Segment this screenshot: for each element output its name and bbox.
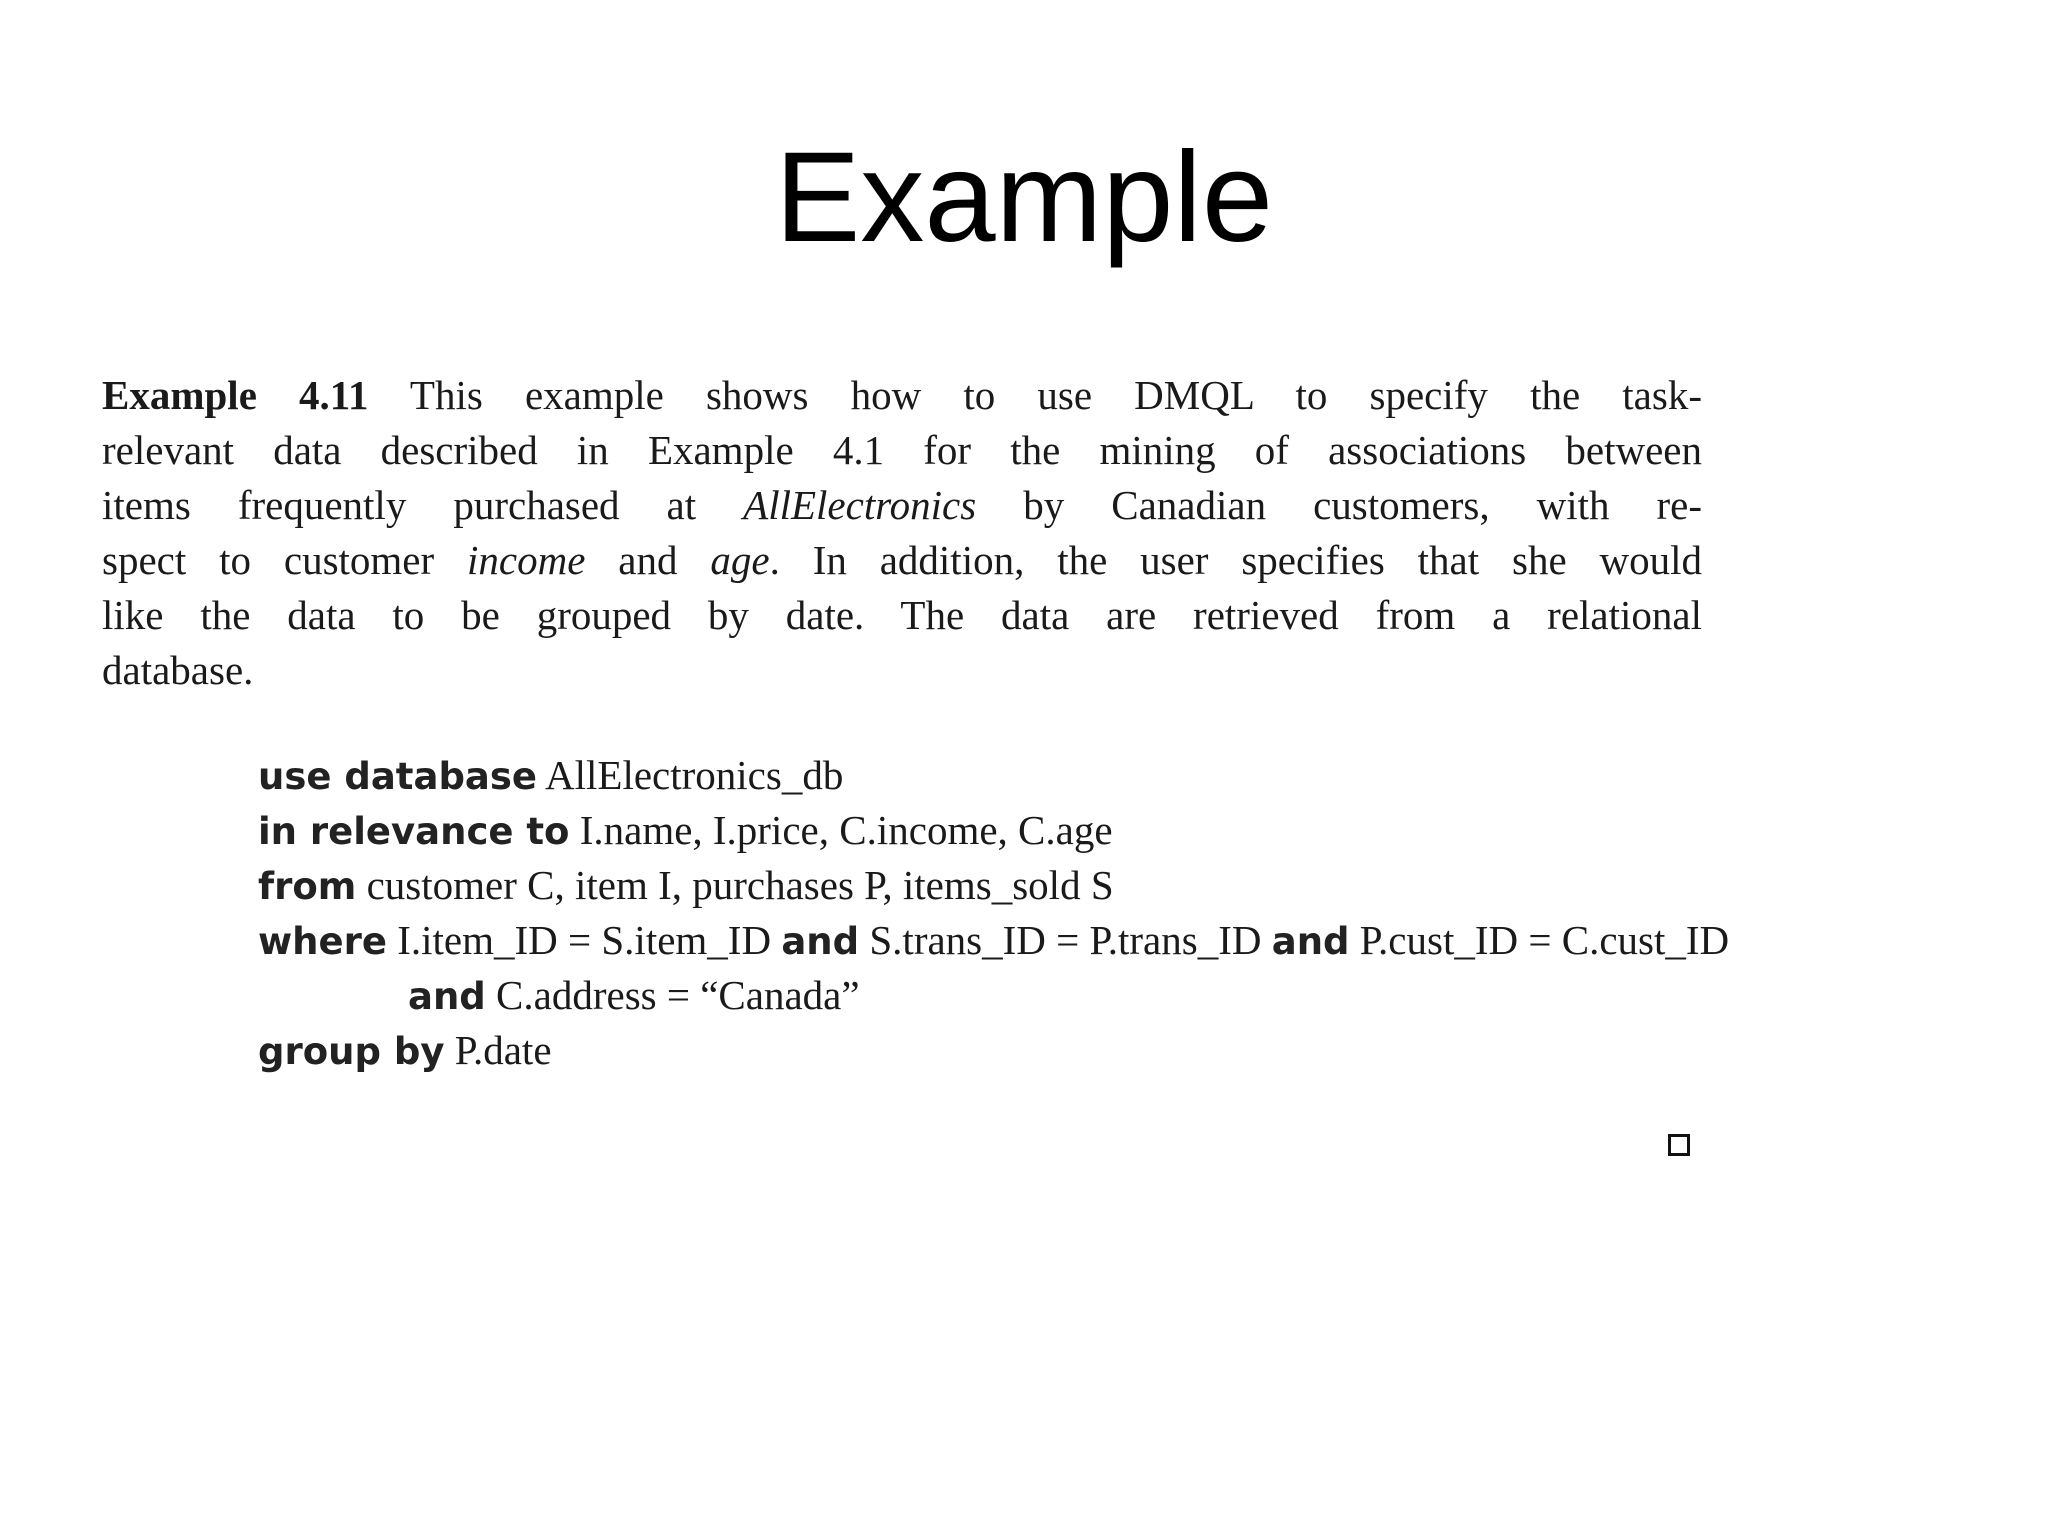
query-text: I.item_ID = S.item_ID [386,917,782,963]
company-name-italic: AllElectronics [743,482,977,528]
paragraph-text: . In addition, the user specifies that she would [769,537,1703,583]
slide-title: Example [775,126,1273,269]
end-of-example-square-icon [1668,1134,1690,1156]
paragraph-text: and [585,537,711,583]
query-keyword: from [258,865,357,908]
dmql-query [258,748,1729,1078]
query-keyword: group by [258,1030,445,1073]
query-text: customer C, item I, purchases P, items_sold S [356,862,1114,908]
query-text: AllElectronics_db [537,752,844,798]
query-line [258,748,1729,803]
query-line [258,858,1729,913]
paragraph-text: by Canadian customers, with re- [976,482,1702,528]
query-text: I.name, I.price, C.income, C.age [569,807,1113,853]
paragraph-text: relevant data described in Example 4.1 for the mining of associations between [102,427,1702,473]
paragraph-line [102,643,1702,698]
attribute-age-italic: age [710,537,770,583]
paragraph-line [102,368,1702,423]
query-line [258,913,1729,968]
query-keyword: use database [258,755,538,798]
query-text: P.date [444,1027,552,1073]
paragraph-text: like the data to be grouped by date. The data are retrieved from a relational [102,592,1702,638]
example-paragraph [102,368,1702,698]
query-text: P.cust_ID = C.cust_ID [1349,917,1730,963]
query-keyword: and [408,975,486,1018]
paragraph-line [102,588,1702,643]
query-line [258,968,1729,1023]
example-label: Example 4.11 [102,372,369,418]
paragraph-text: spect to customer [102,537,468,583]
paragraph-line [102,533,1702,588]
attribute-income-italic: income [467,537,586,583]
paragraph-line [102,423,1702,478]
paragraph-text: items frequently purchased at [102,482,744,528]
query-keyword: and [1271,920,1350,963]
paragraph-line [102,478,1702,533]
query-keyword: where [258,920,387,963]
query-keyword: and [781,920,860,963]
query-line [258,803,1729,858]
query-text: S.trans_ID = P.trans_ID [859,917,1272,963]
paragraph-text: database. [102,647,254,693]
query-text: C.address = “Canada” [485,972,860,1018]
query-line [258,1023,1729,1078]
paragraph-text: This example shows how to use DMQL to specify the task- [368,372,1702,418]
query-keyword: in relevance to [258,810,570,853]
